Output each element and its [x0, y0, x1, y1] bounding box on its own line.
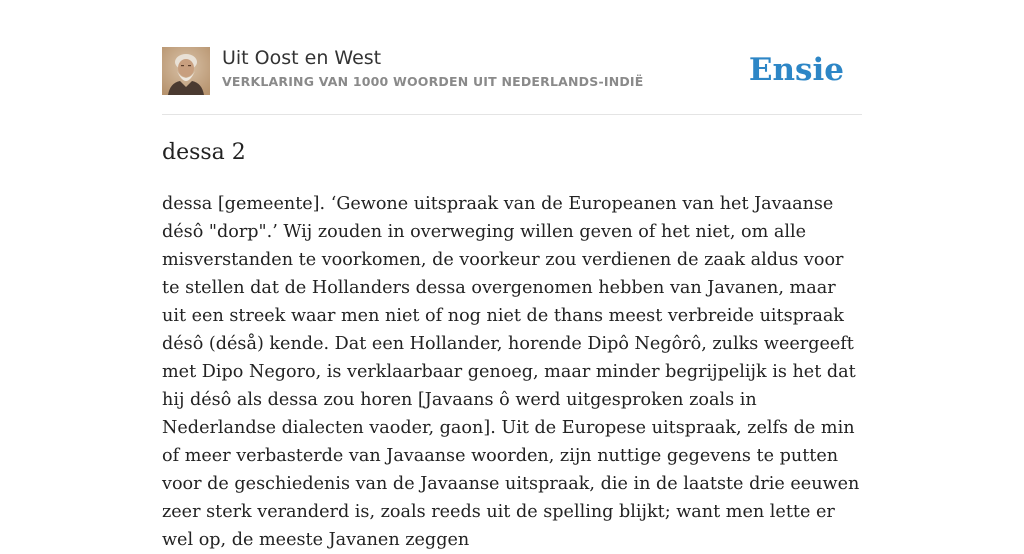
- author-name[interactable]: Uit Oost en West: [222, 47, 382, 69]
- entry-body: dessa [gemeente]. ‘Gewone uitspraak van de Europeanen van het Javaanse désô "dorp".’ Wij zouden in overweging willen geven of het niet, om alle misverstanden te voorkomen, de voorkeur zou verdienen de zaak aldus voor te stellen dat de Hollanders dessa overgenomen hebben van Javanen, maar uit een streek waar men niet of nog niet de thans meest verbreide uitspraak désô (déså) kende. Dat een Hollander, horende Dipô Negôrô, zulks weergeeft met Dipo Negoro, is verklaarbaar genoeg, maar minder begrijpelijk is het dat hij désô als dessa zou horen [Javaans ô werd uitgesproken zoals in Nederlandse dialecten vaoder, gaon]. Uit de Europese uitspraak, zelfs de min of meer verbasterde van Javaanse woorden, zijn nuttige gegevens te putten voor de geschiedenis van de Javaanse uitspraak, die in de laatste drie eeuwen zeer sterk veranderd is, zoals reeds uit de spelling blijkt; want men lette er wel op, de meeste Javanen zeggen: [162, 194, 860, 550]
- ensie-logo[interactable]: Ensie: [748, 52, 844, 88]
- portrait-avatar-icon: [162, 47, 210, 95]
- entry-title: dessa 2: [162, 140, 246, 165]
- header: [162, 46, 862, 115]
- author-subtitle[interactable]: VERKLARING VAN 1000 WOORDEN UIT NEDERLANDS-INDIË: [222, 74, 644, 89]
- author-avatar[interactable]: [162, 47, 210, 95]
